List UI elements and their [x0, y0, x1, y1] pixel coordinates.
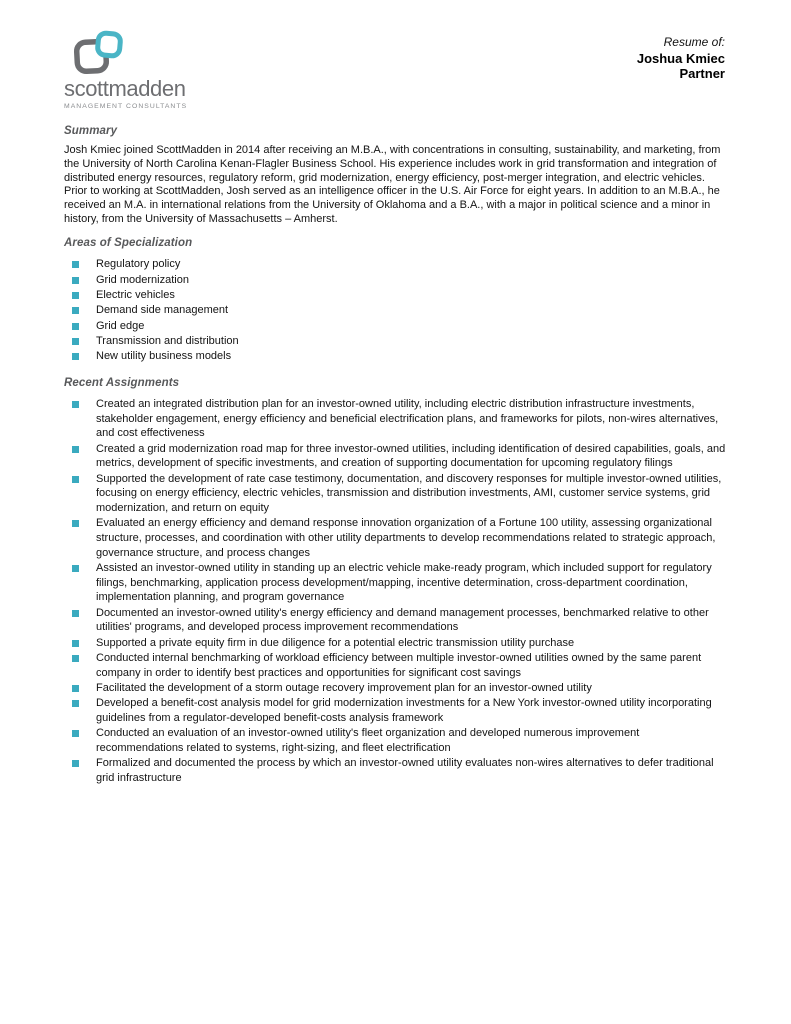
specialization-item — [64, 334, 726, 349]
assignment-item-text: Conducted internal benchmarking of workload efficiency between multiple investor-owned utilities owned by the same parent company in order to identify best practices and opportunities for significant cost savings — [96, 651, 702, 679]
resume-header-block — [637, 30, 725, 82]
brand-wordmark: scottmadden — [64, 76, 186, 101]
person-name: Joshua Kmiec — [636, 50, 725, 66]
assignment-item — [64, 561, 726, 605]
specialization-item — [64, 273, 726, 288]
bullet-square-icon — [72, 261, 79, 268]
bullet-square-icon — [72, 292, 79, 299]
assignment-item — [64, 756, 726, 785]
bullet-square-icon — [72, 307, 79, 314]
assignment-item — [64, 726, 726, 755]
resume-of-label: Resume of: — [663, 35, 725, 49]
bullet-square-icon — [72, 446, 79, 453]
bullet-square-icon — [72, 520, 79, 527]
specialization-item — [64, 288, 726, 303]
bullet-square-icon — [72, 640, 79, 647]
bullet-square-icon — [72, 610, 79, 617]
assignment-item — [64, 516, 726, 560]
specialization-item-text: Demand side management — [96, 304, 229, 317]
summary-body: Josh Kmiec joined ScottMadden in 2014 after receiving an M.B.A., with concentrations in consulting, sustainability, and marketing, from the University of North Carolina Kenan-Flagler Business School. His experience includes work in grid transformation and integration of distributed energy resources, regulatory reform, grid modernization, energy efficiency, post-merger integration, and electric vehicles. Prior to working at ScottMadden, Josh served as an intelligence officer in the U.S. Air Force for eight years. In addition to an M.B.A., he received an M.A. in international relations from the University of Oklahoma and a B.A., with a major in political science and a minor in history, from the University of Massachusetts – Amherst. — [64, 144, 721, 225]
specialization-item-text: Grid edge — [96, 319, 145, 332]
assignment-item — [64, 397, 726, 441]
bullet-square-icon — [72, 353, 79, 360]
page-header — [64, 30, 725, 110]
bullet-square-icon — [72, 323, 79, 330]
bullet-square-icon — [72, 685, 79, 692]
assignment-item-text: Developed a benefit-cost analysis model for grid modernization investments for a New York investor-owned utility incorporating guidelines from a regulator-developed benefit-costs analysis framework — [96, 697, 712, 724]
overlapping-squares-icon — [72, 30, 128, 76]
assignment-item-text: Supported the development of rate case testimony, documentation, and discovery responses for multiple investor-owned utilities, focusing on energy efficiency, electric vehicles, transmission and distribution investments, AMI, customer service systems, grid modernization, and return on equity — [96, 472, 722, 514]
assignment-item-text: Created an integrated distribution plan for an investor-owned utility, including electric distribution infrastructure investments, stakeholder engagement, energy efficiency and beneficial electrification plans, and frameworks for pilots, non-wires alternatives, and cost effectiveness — [96, 397, 719, 440]
specialization-item — [64, 303, 726, 318]
scottmadden-logo — [64, 30, 187, 110]
assignment-item — [64, 636, 726, 651]
specialization-item-text: Grid modernization — [96, 273, 189, 286]
assignment-item-text: Documented an investor-owned utility's energy efficiency and demand management processes, benchmarked relative to other utilities' programs, and developed process improvement recommendations — [96, 606, 709, 634]
bullet-square-icon — [72, 401, 79, 408]
specialization-item — [64, 349, 726, 364]
assignment-item — [64, 606, 726, 635]
assignment-item-text: Conducted an evaluation of an investor-owned utility's fleet organization and developed numerous improvement recommendations related to systems, right-sizing, and fleet electrification — [96, 727, 640, 754]
assignment-item — [64, 472, 726, 516]
assignment-item-text: Created a grid modernization road map for three investor-owned utilities, including identification of desired capabilities, goals, and metrics, development of specific investments, and creation of supporting documentation for upcoming regulatory filings — [96, 442, 726, 470]
recent-assignments-heading: Recent Assignments — [64, 376, 180, 389]
specialization-item-text: Regulatory policy — [96, 258, 181, 271]
assignment-item-text: Supported a private equity firm in due diligence for a potential electric transmission utility purchase — [96, 636, 575, 649]
bullet-square-icon — [72, 730, 79, 737]
assignment-item — [64, 442, 726, 471]
bullet-square-icon — [72, 655, 79, 662]
recent-assignments-list — [64, 397, 726, 786]
bullet-square-icon — [72, 338, 79, 345]
bullet-square-icon — [72, 760, 79, 767]
assignment-item-text: Assisted an investor-owned utility in standing up an electric vehicle make-ready program, which included support for regulatory filings, benchmarking, application process development/mapping, incentive determination, cross-department coordination, implementation planning, and program governance — [96, 561, 712, 604]
person-title: Partner — [679, 66, 725, 81]
assignment-item-text: Facilitated the development of a storm outage recovery improvement plan for an investor-owned utility — [96, 681, 592, 694]
brand-tagline: MANAGEMENT CONSULTANTS — [64, 103, 188, 111]
specialization-item-text: Transmission and distribution — [96, 334, 239, 347]
assignment-item-text: Evaluated an energy efficiency and demand response innovation organization of a Fortune 100 utility, assessing organizational structure, processes, and coordination with other utility departments to develop recommendations related to strategic approach, governance structure, and process changes — [96, 517, 716, 559]
bullet-square-icon — [72, 476, 79, 483]
assignment-item-text: Formalized and documented the process by which an investor-owned utility evaluates non-wires alternatives to defer traditional grid infrastructure — [96, 757, 714, 784]
bullet-square-icon — [72, 700, 79, 707]
assignment-item — [64, 681, 726, 696]
assignment-item — [64, 651, 726, 680]
bullet-square-icon — [72, 565, 79, 572]
specialization-item-text: Electric vehicles — [96, 288, 175, 301]
specialization-item-text: New utility business models — [96, 350, 232, 363]
specialization-item — [64, 257, 726, 272]
summary-heading: Summary — [64, 125, 118, 138]
areas-of-specialization-heading: Areas of Specialization — [64, 237, 193, 250]
assignment-item — [64, 696, 726, 725]
bullet-square-icon — [72, 277, 79, 284]
specialization-item — [64, 319, 726, 334]
areas-of-specialization-list — [64, 257, 726, 363]
